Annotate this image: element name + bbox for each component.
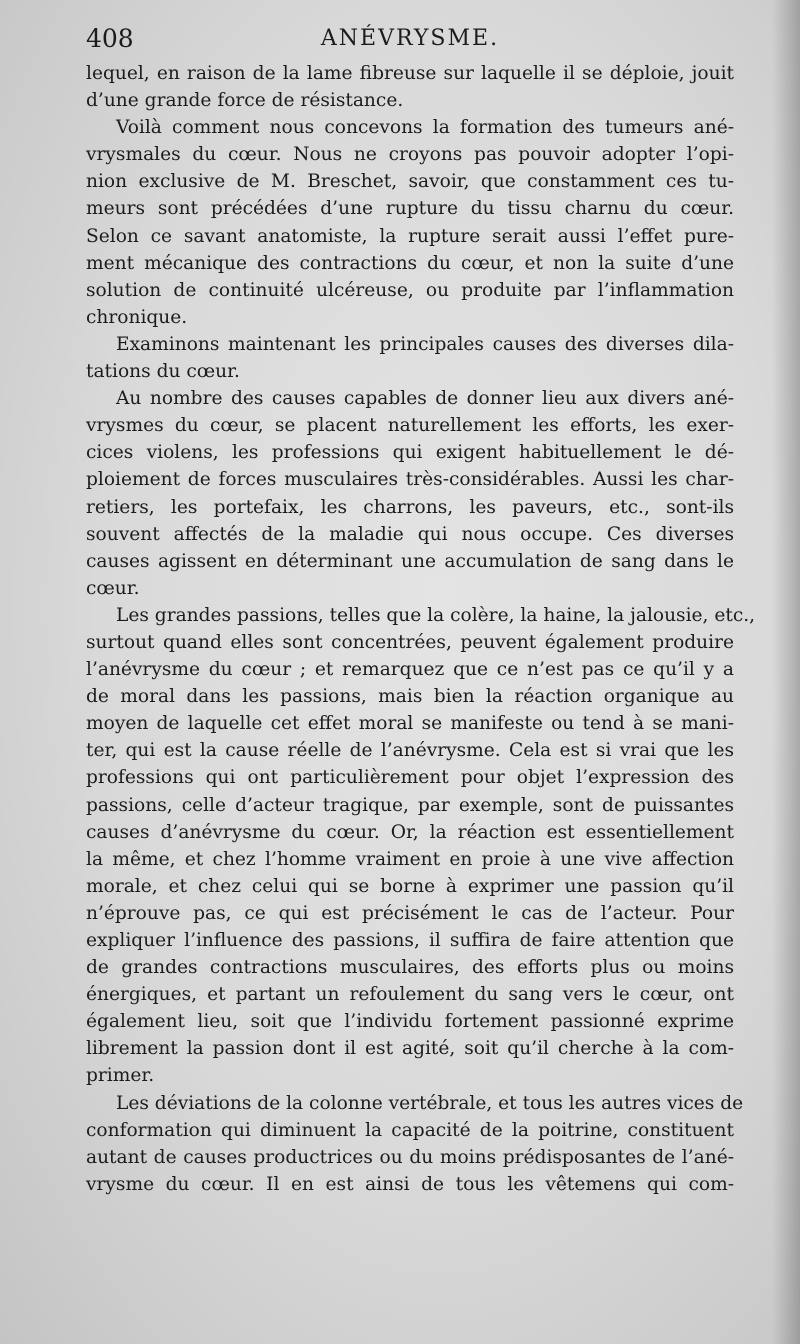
text-line: vrysme du cœur. Il en est ainsi de tous les vêtemens qui com- [86, 1173, 734, 1195]
text-line: expliquer l’influence des passions, il suffira de faire attention que [86, 930, 734, 951]
paragraph [86, 1090, 744, 1198]
text-line: ment mécanique des contractions du cœur, et non la suite d’une [86, 252, 734, 274]
paragraph [86, 385, 734, 602]
text-line: causes d’anévrysme du cœur. Or, la réaction est essentiellement [86, 821, 734, 843]
text-line: l’anévrysme du cœur ; et remarquez que ce n’est pas ce qu’il y a [86, 659, 734, 681]
text-line: meurs sont précédées d’une rupture du tissu charnu du cœur. [86, 198, 734, 220]
text-line: n’éprouve pas, ce qui est précisément le cas de l’acteur. Pour [86, 902, 734, 924]
text-line: Examinons maintenant les principales causes des diverses dila- [116, 333, 734, 355]
text-line: retiers, les portefaix, les charrons, les paveurs, etc., sont-ils [86, 496, 734, 518]
text-line: souvent affectés de la maladie qui nous occupe. Ces diverses [86, 523, 734, 545]
text-line: cices violens, les professions qui exigent habituellement le dé- [86, 442, 734, 464]
running-title: ANÉVRYSME. [320, 26, 500, 51]
text-line: conformation qui diminuent la capacité de la poitrine, constituent [86, 1119, 734, 1141]
text-line: énergiques, et partant un refoulement du sang vers le cœur, ont [86, 984, 734, 1006]
text-line: de moral dans les passions, mais bien la réaction organique au [86, 686, 734, 708]
text-line: morale, et chez celui qui se borne à exprimer une passion qu’il [86, 875, 734, 897]
text-line: solution de continuité ulcéreuse, ou produite par l’inflammation [86, 279, 734, 301]
page-number: 408 [86, 24, 134, 53]
body-text [86, 60, 756, 1198]
text-line: ploiement de forces musculaires très-considérables. Aussi les char- [86, 469, 734, 491]
text-line: causes agissent en déterminant une accumulation de sang dans le [86, 550, 734, 572]
text-line: tations du cœur. [86, 361, 240, 383]
text-line: Selon ce savant anatomiste, la rupture serait aussi l’effet pure- [86, 225, 734, 247]
text-line: moyen de laquelle cet effet moral se manifeste ou tend à se mani- [86, 713, 734, 735]
paragraph [86, 60, 734, 114]
text-line: Au nombre des causes capables de donner lieu aux divers ané- [116, 388, 734, 410]
paragraph [86, 602, 756, 1090]
text-line: d’une grande force de résistance. [86, 90, 404, 112]
text-line: nion exclusive de M. Breschet, savoir, que constamment ces tu- [86, 171, 734, 193]
text-line: professions qui ont particulièrement pour objet l’expression des [86, 767, 734, 789]
text-line: lequel, en raison de la lame fibreuse sur laquelle il se déploie, jouit [86, 63, 734, 84]
text-line: vrysmales du cœur. Nous ne croyons pas pouvoir adopter l’opi- [86, 144, 734, 166]
paragraph [86, 331, 734, 385]
page-header [86, 22, 734, 56]
paragraph [86, 114, 734, 331]
text-line: vrysmes du cœur, se placent naturellement les efforts, les exer- [86, 415, 734, 437]
text-line: surtout quand elles sont concentrées, peuvent également produire [86, 631, 734, 653]
text-line: librement la passion dont il est agité, soit qu’il cherche à la com- [86, 1038, 734, 1060]
text-line: ter, qui est la cause réelle de l’anévrysme. Cela est si vrai que les [86, 740, 734, 762]
text-line: passions, celle d’acteur tragique, par exemple, sont de puissantes [86, 794, 734, 816]
text-line: de grandes contractions musculaires, des efforts plus ou moins [86, 957, 734, 979]
text-line: primer. [86, 1065, 155, 1087]
text-line: chronique. [86, 306, 188, 328]
text-line: la même, et chez l’homme vraiment en proie à une vive affection [86, 848, 734, 870]
text-line: cœur. [86, 577, 140, 599]
text-line: Les grandes passions, telles que la colère, la haine, la jalousie, etc., [116, 604, 756, 626]
text-line: également lieu, soit que l’individu fortement passionné exprime [86, 1011, 734, 1033]
text-line: autant de causes productrices ou du moins prédisposantes de l’ané- [86, 1146, 734, 1168]
text-line: Les déviations de la colonne vertébrale, et tous les autres vices de [116, 1092, 744, 1114]
text-line: Voilà comment nous concevons la formation des tumeurs ané- [116, 117, 734, 139]
